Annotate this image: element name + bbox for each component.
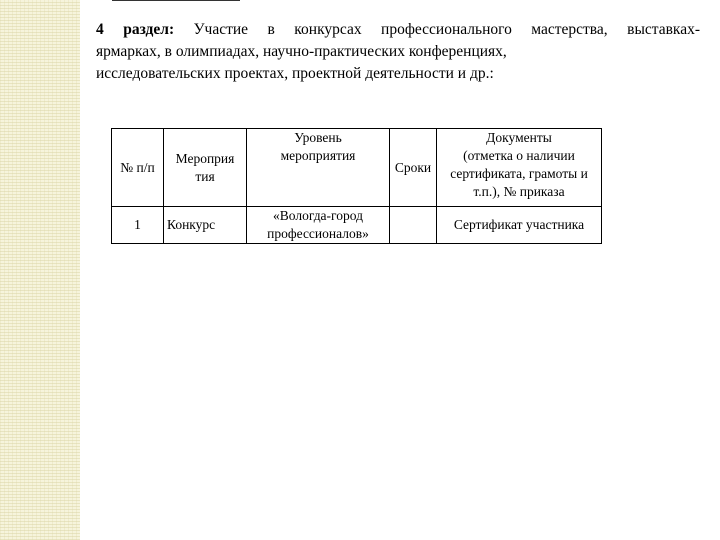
- header-level: [247, 129, 390, 207]
- heading-line-2: ярмарках, в олимпиадах, научно-практических конференциях,: [96, 43, 507, 60]
- header-event-line1: Мероприя: [175, 150, 235, 166]
- table-row: [112, 207, 602, 244]
- heading-line-3: исследовательских проектах, проектной деятельности и др.:: [96, 65, 494, 82]
- cell-level: [247, 207, 390, 244]
- decorative-left-strip: [0, 0, 80, 540]
- header-level-line2: мероприятия: [280, 148, 356, 163]
- top-rule: [112, 0, 240, 1]
- cell-dates: [390, 207, 437, 244]
- events-table: [111, 128, 602, 244]
- header-dates: Сроки: [390, 129, 437, 207]
- cell-event: Конкурс: [164, 207, 247, 244]
- header-docs-line4: т.п.), № приказа: [473, 184, 565, 199]
- section-label: 4 раздел:: [96, 21, 175, 38]
- heading-line-1-text: Участие в конкурсах профессионального мастерства, выставках-: [193, 21, 700, 38]
- table-header-row: [112, 129, 602, 207]
- cell-level-line1: «Вологда-город: [273, 208, 363, 223]
- header-docs-line2: (отметка о наличии: [463, 148, 575, 163]
- cell-documents: Сертификат участника: [437, 207, 602, 244]
- heading-line-1: [96, 19, 700, 41]
- header-event: [164, 129, 247, 207]
- cell-number: 1: [112, 207, 164, 244]
- section-heading: [96, 19, 700, 85]
- header-docs-line3: сертификата, грамоты и: [450, 166, 588, 181]
- header-level-line1: Уровень: [294, 130, 342, 145]
- header-documents: [437, 129, 602, 207]
- header-event-line2: тия: [195, 168, 215, 184]
- header-number: № п/п: [112, 129, 164, 207]
- header-docs-line1: Документы: [486, 130, 552, 145]
- cell-level-line2: профессионалов»: [267, 226, 369, 241]
